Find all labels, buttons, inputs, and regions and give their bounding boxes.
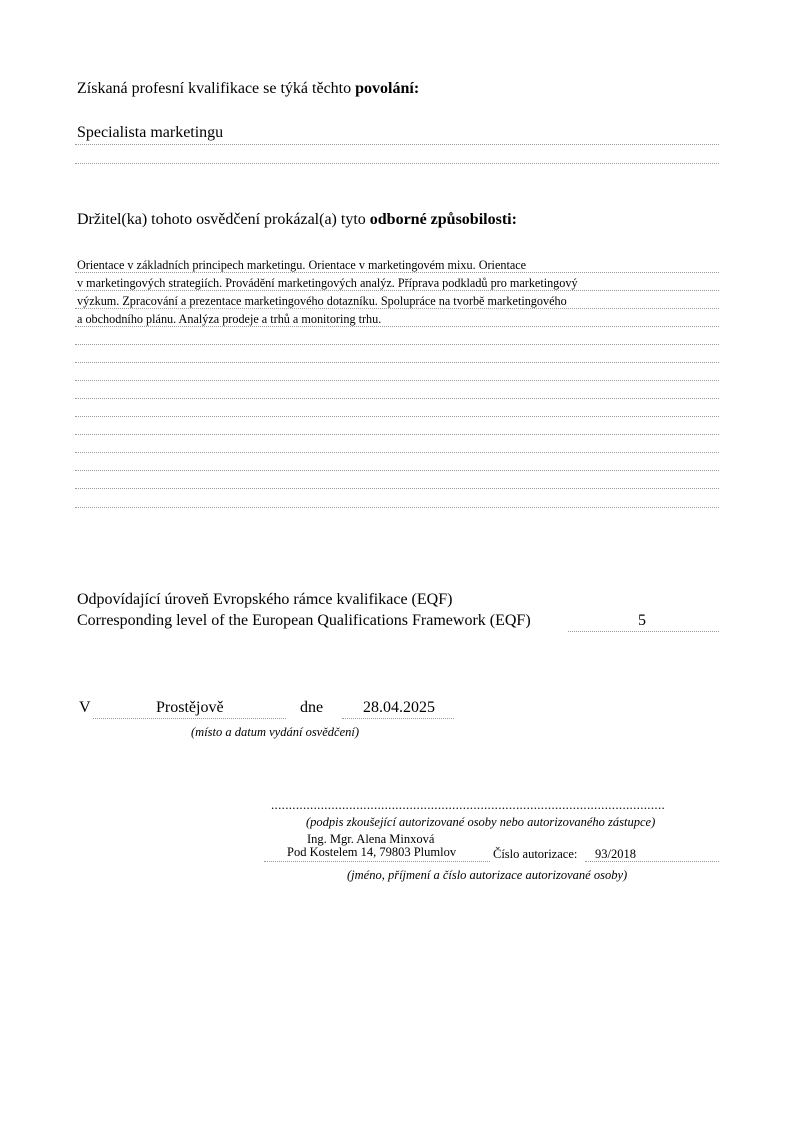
skills-rule bbox=[75, 290, 719, 291]
address-line bbox=[264, 861, 490, 862]
authorization-number: 93/2018 bbox=[595, 847, 636, 861]
skills-rule bbox=[75, 272, 719, 273]
place-prefix: V bbox=[79, 699, 91, 716]
signature-caption: (podpis zkoušející autorizované osoby nebo autorizovaného zástupce) bbox=[306, 815, 656, 829]
occupation-value: Specialista marketingu bbox=[77, 124, 224, 141]
skills-line-2: v marketingových strategiích. Provádění marketingových analýz. Příprava podkladů pro marketingový bbox=[77, 276, 578, 290]
skills-rule bbox=[75, 308, 719, 309]
place-value: Prostějově bbox=[156, 699, 224, 716]
skills-rule bbox=[75, 434, 719, 435]
skills-rule bbox=[75, 398, 719, 399]
skills-rule bbox=[75, 488, 719, 489]
place-line bbox=[93, 718, 286, 719]
skills-rule bbox=[75, 507, 719, 508]
skills-rule bbox=[75, 470, 719, 471]
skills-line-3: výzkum. Zpracování a prezentace marketingového dotazníku. Spolupráce na tvorbě marketingového bbox=[77, 294, 567, 308]
skills-heading-text: Držitel(ka) tohoto osvědčení prokázal(a) tyto bbox=[77, 211, 370, 228]
skills-line-4: a obchodního plánu. Analýza prodeje a trhů a monitoring trhu. bbox=[77, 312, 382, 326]
date-prefix: dne bbox=[300, 699, 324, 716]
authorized-person-address: Pod Kostelem 14, 79803 Plumlov bbox=[287, 845, 457, 859]
skills-rule bbox=[75, 452, 719, 453]
authorization-line bbox=[585, 861, 719, 862]
eqf-label-cz: Odpovídající úroveň Evropského rámce kvalifikace (EQF) bbox=[77, 591, 453, 608]
occupation-heading-bold: povolání: bbox=[355, 80, 420, 97]
skills-heading bbox=[77, 211, 517, 229]
eqf-level-line bbox=[568, 631, 719, 632]
occupation-line-2 bbox=[75, 163, 719, 164]
date-line bbox=[342, 718, 454, 719]
occupation-heading bbox=[77, 80, 419, 98]
authorized-person-name: Ing. Mgr. Alena Minxová bbox=[307, 832, 435, 846]
skills-rule bbox=[75, 380, 719, 381]
skills-rule bbox=[75, 416, 719, 417]
authorization-label: Číslo autorizace: bbox=[493, 847, 578, 861]
signature-line: ............................................................................................................... bbox=[271, 797, 666, 812]
skills-line-1: Orientace v základních principech marketingu. Orientace v marketingovém mixu. Orientace bbox=[77, 258, 527, 272]
eqf-level: 5 bbox=[638, 612, 646, 629]
occupation-line-1 bbox=[75, 144, 719, 145]
identity-caption: (jméno, příjmení a číslo autorizace autorizované osoby) bbox=[347, 868, 628, 882]
skills-rule bbox=[75, 344, 719, 345]
skills-rule bbox=[75, 326, 719, 327]
eqf-label-en: Corresponding level of the European Qualifications Framework (EQF) bbox=[77, 612, 531, 629]
occupation-heading-text: Získaná profesní kvalifikace se týká těchto bbox=[77, 80, 356, 97]
skills-heading-bold: odborné způsobilosti: bbox=[369, 211, 517, 228]
skills-rule bbox=[75, 362, 719, 363]
date-value: 28.04.2025 bbox=[363, 699, 435, 716]
place-date-caption: (místo a datum vydání osvědčení) bbox=[191, 725, 360, 739]
